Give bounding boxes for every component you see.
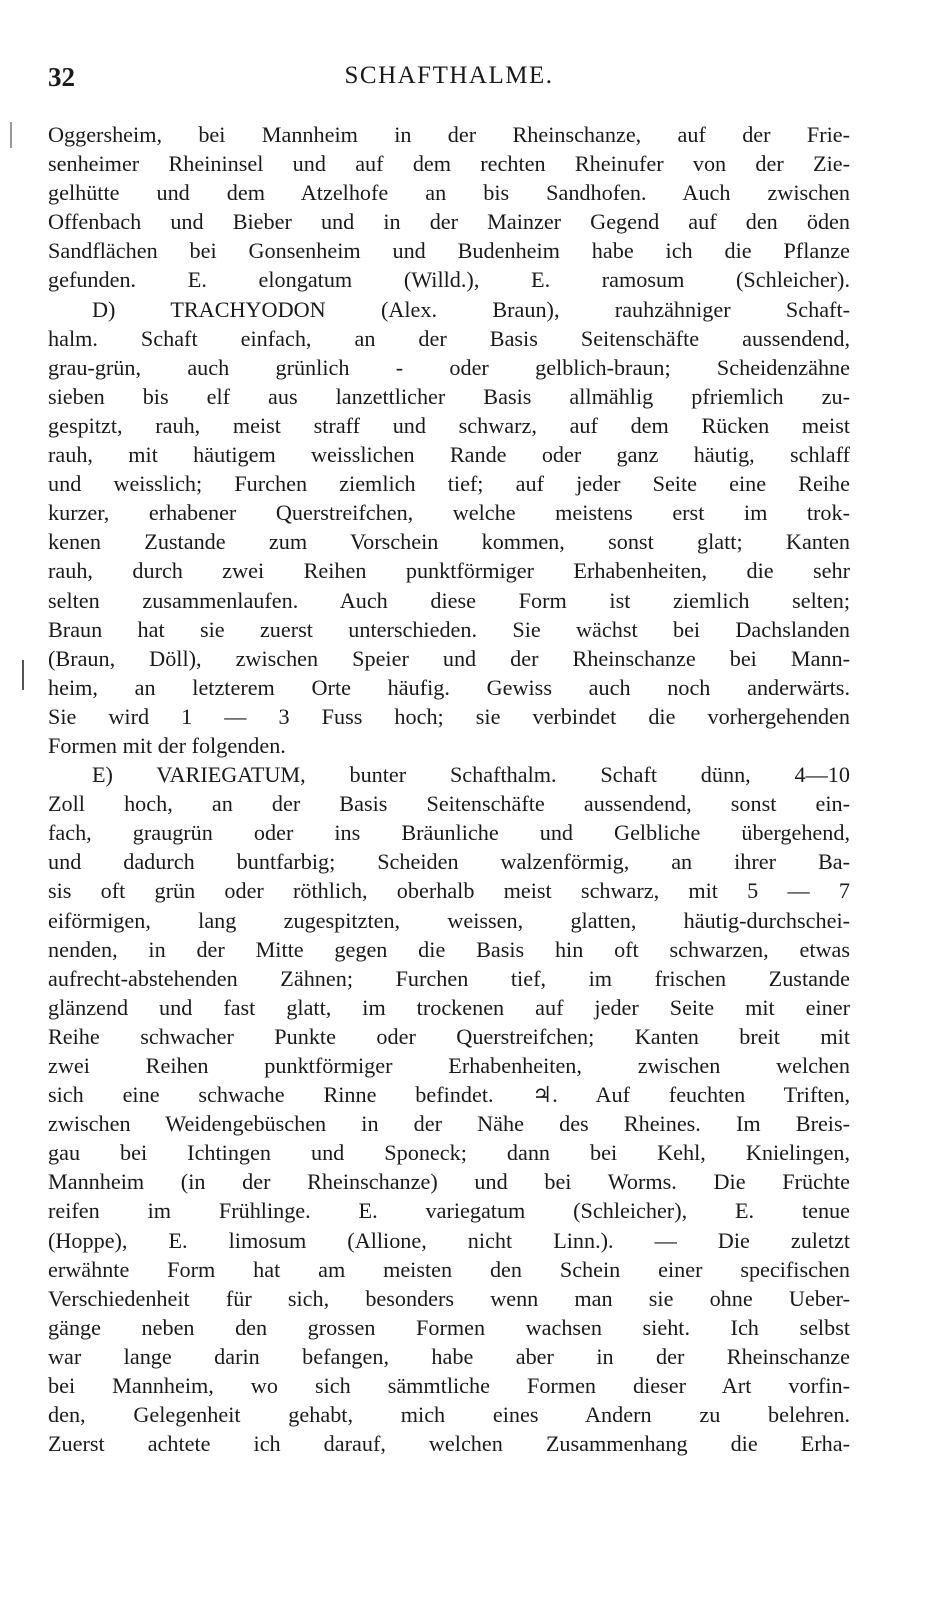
text-line: Oggersheim, bei Mannheim in der Rheinschanze, auf der Frie- [48,122,850,147]
text-line: gespitzt, rauh, meist straff und schwarz, auf dem Rücken meist [48,412,850,438]
text-line: aufrecht-abstehenden Zähnen; Furchen tief, im frischen Zustande [48,965,850,991]
page-header [48,62,850,96]
page-number: 32 [48,62,75,92]
running-title: SCHAFTHALME. [344,62,554,89]
text-line: und dadurch buntfarbig; Scheiden walzenförmig, an ihrer Ba- [48,849,850,875]
text-line: Zuerst achtete ich darauf, welchen Zusammenhang die Erha- [48,1431,850,1457]
text-line: zwei Reihen punktförmiger Erhabenheiten, zwischen welchen [48,1053,850,1078]
text-line: halm. Schaft einfach, an der Basis Seitenschäfte aussendend, [48,325,850,351]
text-line: (Hoppe), E. limosum (Allione, nicht Linn.). — Die zuletzt [48,1227,850,1253]
text-line: fach, graugrün oder ins Bräunliche und Gelbliche übergehend, [48,820,850,846]
margin-mark [22,660,24,690]
text-line: Verschiedenheit für sich, besonders wenn man sie ohne Ueber- [48,1285,850,1311]
text-line: sis oft grün oder röthlich, oberhalb meist schwarz, mit 5 — 7 [48,878,850,904]
text-line: gänge neben den grossen Formen wachsen sieht. Ich selbst [48,1314,850,1340]
text-line: zwischen Weidengebüschen in der Nähe des Rheines. Im Breis- [48,1111,850,1137]
text-line: senheimer Rheininsel und auf dem rechten Rheinufer von der Zie- [48,151,850,177]
text-line: gefunden. E. elongatum (Willd.), E. ramosum (Schleicher). [48,267,850,293]
text-line: Mannheim (in der Rheinschanze) und bei Worms. Die Früchte [48,1169,850,1195]
text-line: glänzend und fast glatt, im trockenen auf jeder Seite mit einer [48,994,850,1020]
text-line: eiförmigen, lang zugespitzten, weissen, glatten, häutig-durchschei- [48,907,850,933]
text-line: erwähnte Form hat am meisten den Schein einer specifischen [48,1256,850,1282]
text-line: D) TRACHYODON (Alex. Braun), rauhzähniger Schaft- [92,296,850,322]
margin-mark [10,122,12,148]
text-line: den, Gelegenheit gehabt, mich eines Andern zu belehren. [48,1402,850,1428]
text-line: bei Mannheim, wo sich sämmtliche Formen dieser Art vorfin- [48,1373,850,1399]
text-line: Offenbach und Bieber und in der Mainzer Gegend auf den öden [48,209,850,235]
text-line: Braun hat sie zuerst unterschieden. Sie wächst bei Dachslanden [48,616,850,642]
text-line: rauh, durch zwei Reihen punktförmiger Erhabenheiten, die sehr [48,558,850,584]
text-line: rauh, mit häutigem weisslichen Rande oder ganz häutig, schlaff [48,442,850,468]
text-line: sieben bis elf aus lanzettlicher Basis allmählig pfriemlich zu- [48,383,850,409]
text-line: war lange darin befangen, habe aber in der Rheinschanze [48,1343,850,1369]
text-line: grau-grün, auch grünlich - oder gelblich-braun; Scheidenzähne [48,354,850,380]
text-line: Sandflächen bei Gonsenheim und Budenheim habe ich die Pflanze [48,238,850,264]
text-line: gau bei Ichtingen und Sponeck; dann bei Kehl, Knielingen, [48,1140,850,1166]
text-line: heim, an letzterem Orte häufig. Gewiss auch noch anderwärts. [48,674,850,700]
text-line: (Braun, Döll), zwischen Speier und der Rheinschanze bei Mann- [48,645,850,671]
text-line: Formen mit der folgenden. [48,732,286,758]
text-line: Sie wird 1 — 3 Fuss hoch; sie verbindet die vorhergehenden [48,703,850,729]
body-text [48,120,850,1458]
text-line: selten zusammenlaufen. Auch diese Form ist ziemlich selten; [48,587,850,613]
text-line: gelhütte und dem Atzelhofe an bis Sandhofen. Auch zwischen [48,180,850,206]
text-line: und weisslich; Furchen ziemlich tief; auf jeder Seite eine Reihe [48,471,850,497]
text-line: nenden, in der Mitte gegen die Basis hin oft schwarzen, etwas [48,936,850,962]
text-line: kenen Zustande zum Vorschein kommen, sonst glatt; Kanten [48,529,850,555]
text-line: kurzer, erhabener Querstreifchen, welche meistens erst im trok- [48,500,850,526]
text-line: Reihe schwacher Punkte oder Querstreifchen; Kanten breit mit [48,1023,850,1049]
text-line: E) VARIEGATUM, bunter Schafthalm. Schaft dünn, 4—10 [92,762,850,788]
text-line: sich eine schwache Rinne befindet. ♃. Auf feuchten Triften, [48,1082,850,1108]
text-line: Zoll hoch, an der Basis Seitenschäfte aussendend, sonst ein- [48,791,850,817]
text-line: reifen im Frühlinge. E. variegatum (Schleicher), E. tenue [48,1198,850,1224]
